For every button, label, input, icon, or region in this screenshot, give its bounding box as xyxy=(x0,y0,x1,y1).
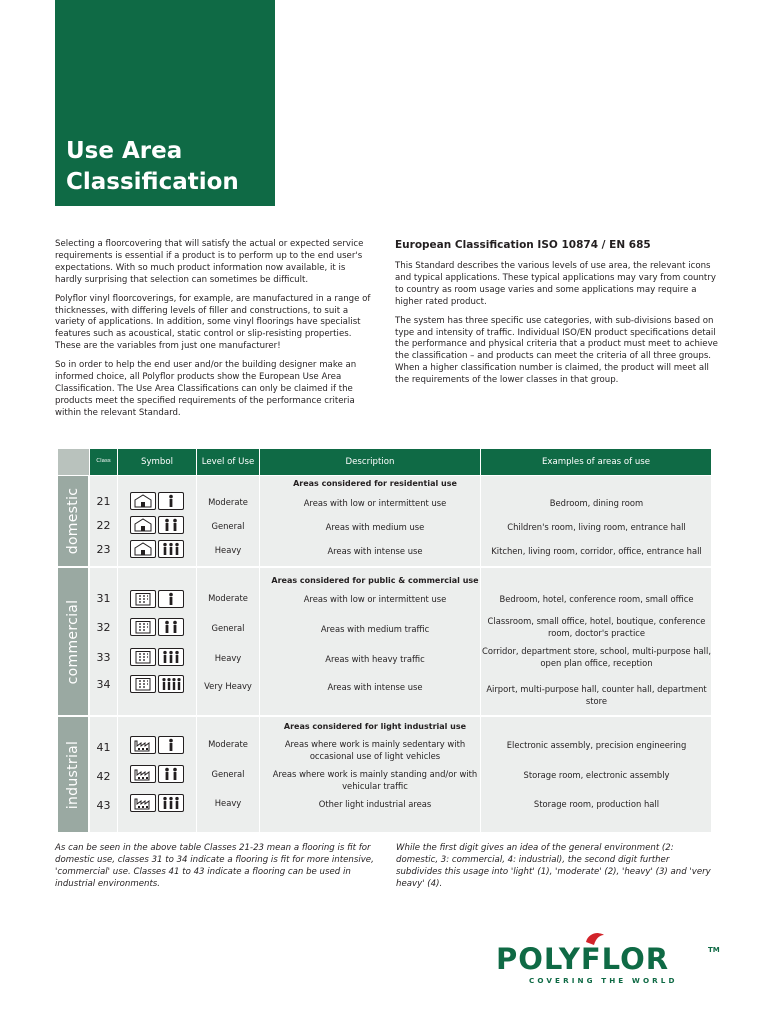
use-symbol xyxy=(130,590,185,608)
crowd-icon xyxy=(158,675,184,693)
table-row: 42 General Areas where work is mainly standing and/or with vehicular traffic Storage room, electronic assembly xyxy=(58,764,711,794)
footnote-right: While the first digit gives an idea of the general environment (2: domestic, 3: commercial, 4: industrial), the second digit further subdivides this usage into 'light' (1), 'moderate' (2), 'heavy' (3) and 'very heavy' (4). xyxy=(396,843,711,889)
logo-trademark: TM xyxy=(708,946,720,954)
use-symbol xyxy=(130,516,185,534)
table-row: 21 Moderate Areas with low or intermittent use Bedroom, dining room xyxy=(58,489,711,513)
standard-paragraph: This Standard describes the various levels of use area, the relevant icons and typical applications. These typical applications may vary from country to country as room usage varies and some applications may require a higher rated product. xyxy=(395,261,716,307)
house-icon xyxy=(130,540,156,558)
header-level: Level of Use xyxy=(197,449,259,475)
polyflor-logo xyxy=(496,930,721,990)
footnote-left: As can be seen in the above table Classes 21-23 mean a flooring is fit for domestic use, classes 31 to 34 indicate a flooring is fit for more intensive, 'commercial' use. Classes 41 to 43 indicate a flooring can be used in industrial environments. xyxy=(55,843,374,889)
people-icon xyxy=(158,765,184,783)
crowd-icon xyxy=(158,794,184,812)
page-title: Use Area Classification xyxy=(66,138,239,195)
use-symbol xyxy=(130,736,185,754)
factory-icon xyxy=(130,765,156,783)
industrial-side-label: industrial xyxy=(58,717,88,832)
header-class: Class xyxy=(90,449,117,475)
office-building-icon xyxy=(130,618,156,636)
logo-wordmark: POLYFLOR xyxy=(496,942,670,976)
use-symbol xyxy=(130,794,185,812)
commercial-heading: Areas considered for public & commercial use xyxy=(271,576,479,585)
domestic-heading: Areas considered for residential use xyxy=(293,479,457,488)
header-examples: Examples of areas of use xyxy=(481,449,711,475)
table-row: 41 Moderate Areas where work is mainly sedentary with occasional use of light vehicles Electronic assembly, precision engineering xyxy=(58,734,711,764)
table-row: 43 Heavy Other light industrial areas Storage room, production hall xyxy=(58,794,711,824)
use-symbol xyxy=(130,648,185,666)
standard-heading: European Classification ISO 10874 / EN 685 xyxy=(395,239,651,251)
table-row: 34 Very Heavy Areas with intense use Airport, multi-purpose hall, counter hall, department store xyxy=(58,673,711,713)
header-spacer xyxy=(58,449,89,475)
factory-icon xyxy=(130,794,156,812)
person-icon xyxy=(158,590,184,608)
use-symbol xyxy=(130,492,185,510)
factory-icon xyxy=(130,736,156,754)
house-icon xyxy=(130,516,156,534)
people-icon xyxy=(158,618,184,636)
office-building-icon xyxy=(130,675,156,693)
table-row: 31 Moderate Areas with low or intermittent use Bedroom, hotel, conference room, small office xyxy=(58,587,711,613)
header-symbol: Symbol xyxy=(118,449,196,475)
person-icon xyxy=(158,492,184,510)
intro-paragraph: Polyflor vinyl floorcoverings, for example, are manufactured in a range of thicknesses, with differing levels of filler and constructions, to suit a variety of applications. In addition, some vinyl floorings have specialist features such as acoustical, static control or slip-resisting properties. These are the variables from just one manufacturer! xyxy=(55,293,371,352)
standard-column xyxy=(395,238,720,394)
table-row: 33 Heavy Areas with heavy traffic Corridor, department store, school, multi-purpose hall, open plan office, reception xyxy=(96,646,712,668)
house-icon xyxy=(130,492,156,510)
table-row: 23 Heavy Areas with intense use Kitchen, living room, corridor, office, entrance hall xyxy=(58,537,711,561)
intro-column xyxy=(55,239,375,427)
standard-paragraph: The system has three specific use categories, with sub-divisions based on type and intensity of traffic. Individual ISO/EN product specifications detail the performance and physical criteria that a product must meet to achieve the classification – and products can meet the criteria of all three groups. When a higher classification number is claimed, the product will meet all the requirements of the lower classes in that group. xyxy=(395,315,718,386)
classification-table xyxy=(58,449,711,832)
domestic-side-label: domestic xyxy=(58,476,88,566)
intro-paragraph: Selecting a floorcovering that will satisfy the actual or expected service requirements is essential if a product is to perform up to the end user's expectations. With so much product information now available, it is hardly surprising that selection can sometimes be difficult. xyxy=(55,239,364,285)
people-icon xyxy=(158,516,184,534)
commercial-side-label: commercial xyxy=(58,568,88,715)
use-symbol xyxy=(130,675,185,693)
header-description: Description xyxy=(260,449,480,475)
logo-tagline: COVERING THE WORLD xyxy=(529,976,678,985)
crowd-icon xyxy=(158,540,184,558)
use-symbol xyxy=(130,765,185,783)
industrial-heading: Areas considered for light industrial use xyxy=(283,722,467,731)
use-symbol xyxy=(130,540,185,558)
person-icon xyxy=(158,736,184,754)
title-block xyxy=(55,0,275,206)
intro-paragraph: So in order to help the end user and/or the building designer make an informed choice, all Polyflor products show the European Use Area Classification. The Use Area Classifications can only be claimed if the products meet the specified requirements of the performance criteria within the relevant Standard. xyxy=(55,360,357,418)
table-row: 32 General Areas with medium traffic Classroom, small office, hotel, boutique, conference room, doctor's practice xyxy=(96,616,706,638)
office-building-icon xyxy=(130,648,156,666)
use-symbol xyxy=(130,618,185,636)
office-building-icon xyxy=(130,590,156,608)
crowd-icon xyxy=(158,648,184,666)
table-row: 22 General Areas with medium use Children's room, living room, entrance hall xyxy=(58,513,711,537)
